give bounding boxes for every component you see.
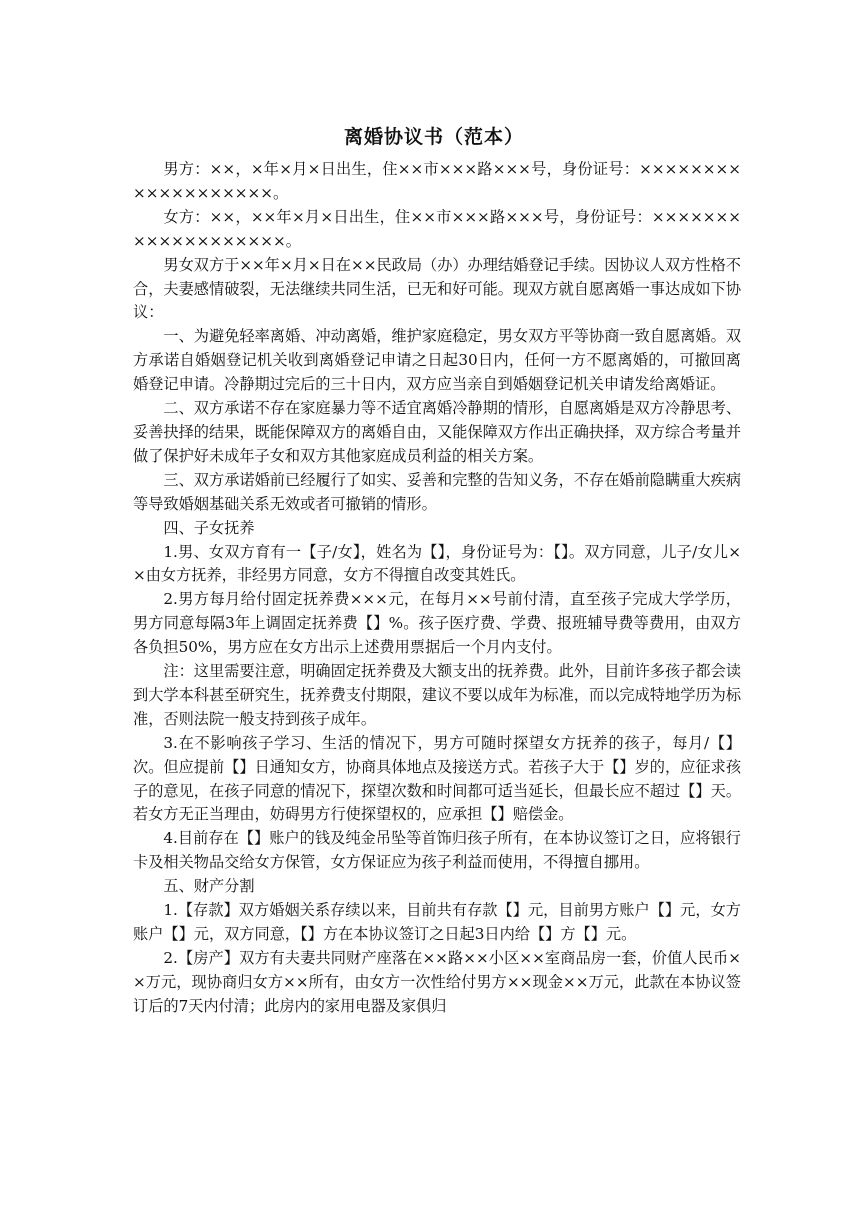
paragraph-husband-info: 男方：××，×年×月×日出生，住××市×××路×××号，身份证号：×××××××××××××××××××。 [133,160,741,202]
paragraph-visitation: 3.在不影响孩子学习、生活的情况下，男方可随时探望女方抚养的孩子，每月/【】次。但应提前【】日通知女方，协商具体地点及接送方式。若孩子大于【】岁的，应征求孩子的意见，在孩子同意的情况下，探望次数和时间都可适当延长，但最长应不超过【】天。若女方无正当理由，妨碍男方行使探望权的，应承担【】赔偿金。 [133,733,741,824]
paragraph-real-estate: 2.【房产】双方有夫妻共同财产座落在××路××小区××室商品房一套，价值人民币××万元，现协商归女方××所有，由女方一次性给付男方××现金××万元，此款在本协议签订后的7天内付清；此房内的家用电器及家俱归 [133,948,741,1015]
paragraph-child-support-payment: 2.男方每月给付固定抚养费×××元，在每月××号前付清，直至孩子完成大学学历，男方同意每隔3年上调固定抚养费【】%。孩子医疗费、学费、报班辅导费等费用，由双方各负担50%，男方应在女方出示上述费用票据后一个月内支付。 [133,590,741,657]
paragraph-marriage-registration: 男女双方于××年×月×日在××民政局（办）办理结婚登记手续。因协议人双方性格不合，夫妻感情破裂，无法继续共同生活，已无和好可能。现双方就自愿离婚一事达成如下协议： [133,255,741,322]
paragraph-note: 注：这里需要注意，明确固定抚养费及大额支出的抚养费。此外，目前许多孩子都会读到大学本科甚至研究生，抚养费支付期限，建议不要以成年为标准，而以完成特地学历为标准，否则法院一般支持到孩子成年。 [133,662,741,728]
document-title: 离婚协议书（范本） [343,126,524,148]
paragraph-clause-2: 二、双方承诺不存在家庭暴力等不适宜离婚冷静期的情形，自愿离婚是双方冷静思考、妥善抉择的结果，既能保障双方的离婚自由，又能保障双方作出正确抉择，双方综合考量并做了保护好未成年子女和双方其他家庭成员利益的相关方案。 [133,399,741,465]
paragraph-child-custody: 1.男、女双方育有一【子/女】，姓名为【】，身份证号为：【】。双方同意，儿子/女儿××由女方抚养，非经男方同意，女方不得擅自改变其姓氏。 [133,542,741,585]
paragraph-wife-info: 女方：××，××年×月×日出生，住××市×××路×××号，身份证号：×××××××××××××××××××。 [133,207,741,250]
paragraph-savings: 1.【存款】双方婚姻关系存续以来，目前共有存款【】元，目前男方账户【】元，女方账户【】元，双方同意，【】方在本协议签订之日起3日内给【】方【】元。 [133,901,741,943]
paragraph-clause-1: 一、为避免轻率离婚、冲动离婚，维护家庭稳定，男女双方平等协商一致自愿离婚。双方承诺自婚姻登记机关收到离婚登记申请之日起30日内，任何一方不愿离婚的，可撤回离婚登记申请。冷静期过完后的三十日内，双方应当亲自到婚姻登记机关申请发给离婚证。 [133,327,741,394]
paragraph-clause-3: 三、双方承诺婚前已经履行了如实、妥善和完整的告知义务，不存在婚前隐瞒重大疾病等导致婚姻基础关系无效或者可撤销的情形。 [133,470,741,513]
paragraph-child-assets: 4.目前存在【】账户的钱及纯金吊坠等首饰归孩子所有，在本协议签订之日，应将银行卡及相关物品交给女方保管，女方保证应为孩子利益而使用，不得擅自挪用。 [133,829,741,872]
section-heading-child-support: 四、子女抚养 [163,518,255,537]
section-heading-property-division: 五、财产分割 [163,877,255,896]
document-body [133,158,741,1019]
